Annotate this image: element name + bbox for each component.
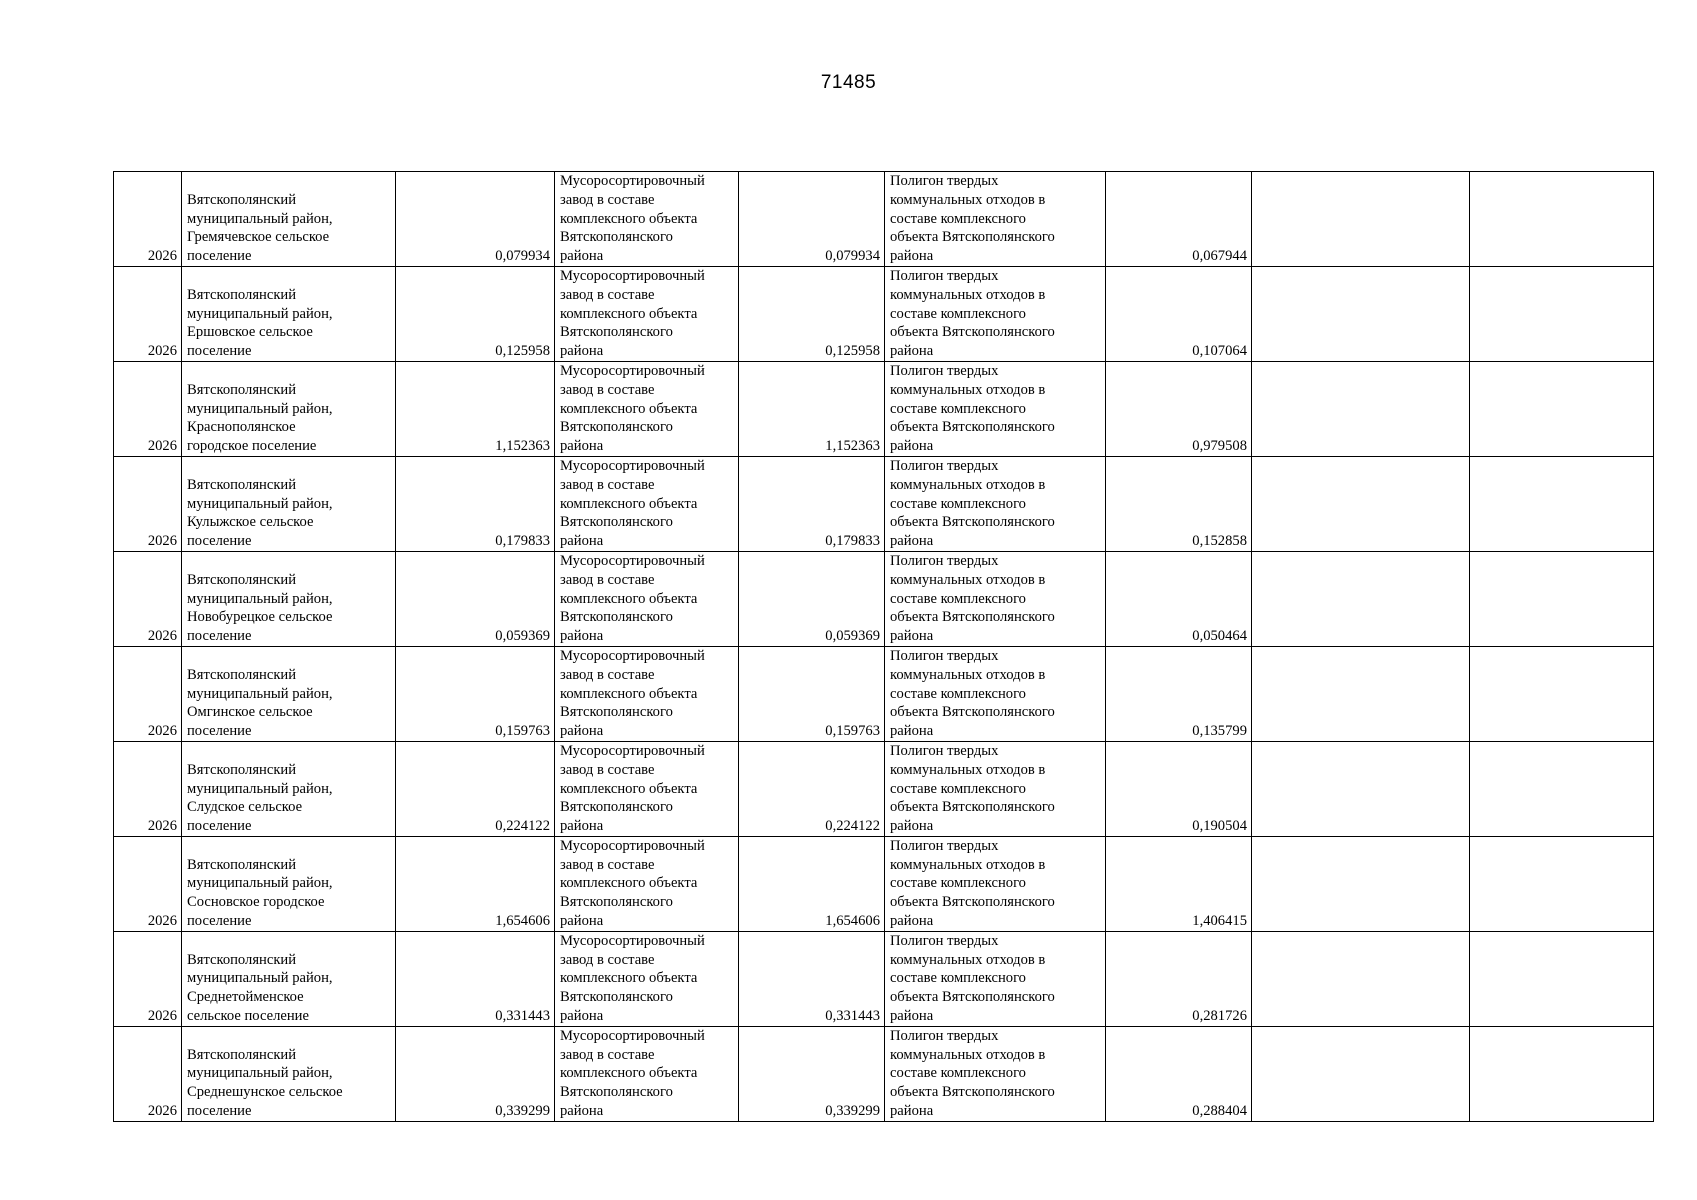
facility-cell-line: завод в составе [560, 666, 655, 683]
facility-cell [885, 741, 1106, 836]
municipality-cell-line: муниципальный район, [187, 780, 333, 797]
facility-cell [885, 456, 1106, 551]
facility-cell-line: составе комплексного [890, 685, 1026, 702]
municipality-cell-line: Вятскополянский [187, 571, 297, 588]
volume-cell: 0,152858 [1106, 456, 1252, 551]
municipality-cell-line: муниципальный район, [187, 210, 333, 227]
volume-cell: 0,059369 [396, 551, 555, 646]
facility-cell-line: комплексного объекта [560, 780, 698, 797]
volume-cell: 1,152363 [739, 361, 885, 456]
municipality-cell-line: муниципальный район, [187, 1065, 333, 1082]
municipality-cell [182, 456, 396, 551]
empty-cell [1470, 266, 1654, 361]
facility-cell-line: завод в составе [560, 381, 655, 398]
facility-cell-line: завод в составе [560, 191, 655, 208]
facility-cell-line: Полигон твердых [890, 552, 999, 569]
facility-cell-line: района [890, 533, 934, 550]
waste-flow-table [113, 171, 1654, 1122]
volume-cell: 0,079934 [396, 172, 555, 267]
facility-cell-line: завод в составе [560, 571, 655, 588]
volume-cell: 0,339299 [739, 1026, 885, 1121]
facility-cell-line: объекта Вятскополянского [890, 324, 1055, 341]
facility-cell-line: района [560, 438, 604, 455]
empty-cell [1252, 836, 1470, 931]
facility-cell-line: района [560, 818, 604, 835]
facility-cell [885, 931, 1106, 1026]
empty-cell [1470, 1026, 1654, 1121]
volume-cell: 0,125958 [739, 266, 885, 361]
volume-cell: 0,224122 [739, 741, 885, 836]
empty-cell [1252, 741, 1470, 836]
facility-cell-line: Мусоросортировочный [560, 457, 705, 474]
facility-cell-line: Полигон твердых [890, 267, 999, 284]
facility-cell-line: объекта Вятскополянского [890, 229, 1055, 246]
facility-cell [885, 266, 1106, 361]
empty-cell [1252, 172, 1470, 267]
facility-cell-line: коммунальных отходов в [890, 666, 1046, 683]
facility-cell-line: района [890, 343, 934, 360]
facility-cell-line: Вятскополянского [560, 1084, 673, 1101]
facility-cell [555, 646, 739, 741]
facility-cell-line: района [560, 248, 604, 265]
facility-cell [555, 266, 739, 361]
facility-cell-line: комплексного объекта [560, 400, 698, 417]
table-row [114, 836, 1654, 931]
facility-cell-line: района [890, 1103, 934, 1120]
facility-cell-line: коммунальных отходов в [890, 1046, 1046, 1063]
year-cell: 2026 [114, 1026, 182, 1121]
municipality-cell-line: Краснополянское [187, 419, 296, 436]
municipality-cell-line: муниципальный район, [187, 875, 333, 892]
empty-cell [1252, 931, 1470, 1026]
year-cell: 2026 [114, 836, 182, 931]
empty-cell [1470, 361, 1654, 456]
volume-cell: 0,339299 [396, 1026, 555, 1121]
municipality-cell-line: сельское поселение [187, 1008, 309, 1025]
facility-cell-line: комплексного объекта [560, 210, 698, 227]
facility-cell [885, 361, 1106, 456]
facility-cell-line: Полигон твердых [890, 457, 999, 474]
empty-cell [1252, 361, 1470, 456]
year-cell: 2026 [114, 361, 182, 456]
facility-cell-line: Полигон твердых [890, 173, 999, 189]
year-cell: 2026 [114, 266, 182, 361]
facility-cell-line: района [560, 628, 604, 645]
volume-cell: 0,059369 [739, 551, 885, 646]
volume-cell: 0,067944 [1106, 172, 1252, 267]
facility-cell-line: Мусоросортировочный [560, 837, 705, 854]
facility-cell-line: завод в составе [560, 286, 655, 303]
facility-cell-line: Мусоросортировочный [560, 173, 705, 189]
table-row [114, 646, 1654, 741]
facility-cell-line: коммунальных отходов в [890, 381, 1046, 398]
facility-cell [885, 1026, 1106, 1121]
empty-cell [1470, 741, 1654, 836]
facility-cell-line: Вятскополянского [560, 514, 673, 531]
municipality-cell [182, 1026, 396, 1121]
empty-cell [1252, 1026, 1470, 1121]
facility-cell-line: района [560, 343, 604, 360]
municipality-cell-line: Гремячевское сельское [187, 229, 330, 246]
facility-cell-line: объекта Вятскополянского [890, 419, 1055, 436]
municipality-cell-line: муниципальный район, [187, 400, 333, 417]
empty-cell [1252, 456, 1470, 551]
municipality-cell [182, 172, 396, 267]
municipality-cell-line: муниципальный район, [187, 970, 333, 987]
facility-cell [885, 172, 1106, 267]
volume-cell: 0,331443 [739, 931, 885, 1026]
facility-cell-line: Вятскополянского [560, 324, 673, 341]
municipality-cell-line: муниципальный район, [187, 495, 333, 512]
empty-cell [1470, 456, 1654, 551]
year-cell: 2026 [114, 551, 182, 646]
facility-cell-line: завод в составе [560, 856, 655, 873]
facility-cell-line: завод в составе [560, 951, 655, 968]
facility-cell [885, 551, 1106, 646]
municipality-cell-line: поселение [187, 343, 252, 360]
table-row [114, 551, 1654, 646]
facility-cell-line: завод в составе [560, 1046, 655, 1063]
facility-cell-line: коммунальных отходов в [890, 856, 1046, 873]
municipality-cell-line: Вятскополянский [187, 476, 297, 493]
facility-cell-line: района [890, 1008, 934, 1025]
municipality-cell-line: муниципальный район, [187, 685, 333, 702]
municipality-cell [182, 551, 396, 646]
facility-cell-line: составе комплексного [890, 495, 1026, 512]
facility-cell-line: района [560, 533, 604, 550]
facility-cell-line: коммунальных отходов в [890, 571, 1046, 588]
municipality-cell-line: муниципальный район, [187, 305, 333, 322]
municipality-cell-line: Омгинское сельское [187, 704, 313, 721]
facility-cell-line: Вятскополянского [560, 989, 673, 1006]
facility-cell [555, 836, 739, 931]
year-cell: 2026 [114, 456, 182, 551]
table-row [114, 361, 1654, 456]
municipality-cell [182, 361, 396, 456]
municipality-cell-line: поселение [187, 1103, 252, 1120]
facility-cell-line: Полигон твердых [890, 1027, 999, 1044]
municipality-cell-line: поселение [187, 248, 252, 265]
facility-cell [555, 1026, 739, 1121]
volume-cell: 0,288404 [1106, 1026, 1252, 1121]
municipality-cell-line: городское поселение [187, 438, 317, 455]
facility-cell-line: составе комплексного [890, 970, 1026, 987]
year-cell: 2026 [114, 931, 182, 1026]
municipality-cell-line: Вятскополянский [187, 286, 297, 303]
volume-cell: 0,079934 [739, 172, 885, 267]
facility-cell-line: района [560, 913, 604, 930]
facility-cell-line: составе комплексного [890, 210, 1026, 227]
facility-cell-line: Мусоросортировочный [560, 267, 705, 284]
municipality-cell-line: Слудское сельское [187, 799, 303, 816]
table-row [114, 931, 1654, 1026]
volume-cell: 0,224122 [396, 741, 555, 836]
municipality-cell-line: Сосновское городское [187, 894, 325, 911]
facility-cell-line: объекта Вятскополянского [890, 1084, 1055, 1101]
facility-cell-line: Полигон твердых [890, 362, 999, 379]
facility-cell-line: района [890, 913, 934, 930]
facility-cell-line: коммунальных отходов в [890, 951, 1046, 968]
volume-cell: 0,107064 [1106, 266, 1252, 361]
volume-cell: 0,979508 [1106, 361, 1252, 456]
empty-cell [1470, 931, 1654, 1026]
facility-cell-line: комплексного объекта [560, 875, 698, 892]
facility-cell-line: завод в составе [560, 476, 655, 493]
facility-cell-line: составе комплексного [890, 780, 1026, 797]
facility-cell-line: Вятскополянского [560, 799, 673, 816]
volume-cell: 0,179833 [739, 456, 885, 551]
municipality-cell-line: поселение [187, 913, 252, 930]
facility-cell-line: района [560, 1103, 604, 1120]
municipality-cell-line: Кулыжское сельское [187, 514, 314, 531]
table-row [114, 172, 1654, 267]
facility-cell-line: Мусоросортировочный [560, 647, 705, 664]
municipality-cell-line: Вятскополянский [187, 856, 297, 873]
facility-cell-line: комплексного объекта [560, 590, 698, 607]
municipality-cell [182, 741, 396, 836]
municipality-cell-line: поселение [187, 723, 252, 740]
empty-cell [1470, 646, 1654, 741]
facility-cell-line: комплексного объекта [560, 305, 698, 322]
facility-cell-line: района [890, 723, 934, 740]
facility-cell-line: составе комплексного [890, 875, 1026, 892]
municipality-cell-line: Вятскополянский [187, 951, 297, 968]
municipality-cell-line: Вятскополянский [187, 191, 297, 208]
facility-cell-line: Вятскополянского [560, 419, 673, 436]
volume-cell: 1,654606 [396, 836, 555, 931]
facility-cell-line: района [890, 628, 934, 645]
volume-cell: 0,331443 [396, 931, 555, 1026]
facility-cell [555, 551, 739, 646]
facility-cell [555, 361, 739, 456]
facility-cell-line: Вятскополянского [560, 894, 673, 911]
facility-cell-line: объекта Вятскополянского [890, 894, 1055, 911]
table-row [114, 266, 1654, 361]
municipality-cell [182, 266, 396, 361]
facility-cell-line: комплексного объекта [560, 1065, 698, 1082]
empty-cell [1470, 172, 1654, 267]
facility-cell-line: Вятскополянского [560, 609, 673, 626]
facility-cell-line: коммунальных отходов в [890, 476, 1046, 493]
facility-cell-line: составе комплексного [890, 400, 1026, 417]
municipality-cell-line: Среднетойменское [187, 989, 304, 1006]
table-row [114, 1026, 1654, 1121]
facility-cell-line: составе комплексного [890, 1065, 1026, 1082]
volume-cell: 0,159763 [396, 646, 555, 741]
facility-cell-line: района [560, 1008, 604, 1025]
municipality-cell-line: Вятскополянский [187, 666, 297, 683]
facility-cell [885, 646, 1106, 741]
facility-cell-line: составе комплексного [890, 305, 1026, 322]
facility-cell-line: Полигон твердых [890, 837, 999, 854]
table-row [114, 741, 1654, 836]
volume-cell: 0,179833 [396, 456, 555, 551]
facility-cell-line: коммунальных отходов в [890, 286, 1046, 303]
municipality-cell-line: Вятскополянский [187, 761, 297, 778]
facility-cell [555, 931, 739, 1026]
municipality-cell-line: Вятскополянский [187, 1046, 297, 1063]
municipality-cell-line: Вятскополянский [187, 381, 297, 398]
municipality-cell-line: муниципальный район, [187, 590, 333, 607]
table-body [114, 172, 1654, 1122]
facility-cell [555, 456, 739, 551]
facility-cell-line: объекта Вятскополянского [890, 514, 1055, 531]
empty-cell [1252, 551, 1470, 646]
facility-cell-line: коммунальных отходов в [890, 191, 1046, 208]
volume-cell: 1,152363 [396, 361, 555, 456]
volume-cell: 0,050464 [1106, 551, 1252, 646]
facility-cell-line: Мусоросортировочный [560, 742, 705, 759]
facility-cell-line: Мусоросортировочный [560, 552, 705, 569]
empty-cell [1470, 551, 1654, 646]
municipality-cell [182, 836, 396, 931]
facility-cell-line: объекта Вятскополянского [890, 704, 1055, 721]
municipality-cell-line: поселение [187, 818, 252, 835]
year-cell: 2026 [114, 646, 182, 741]
volume-cell: 0,135799 [1106, 646, 1252, 741]
facility-cell [885, 836, 1106, 931]
facility-cell-line: района [890, 818, 934, 835]
facility-cell-line: коммунальных отходов в [890, 761, 1046, 778]
facility-cell-line: завод в составе [560, 761, 655, 778]
municipality-cell-line: поселение [187, 533, 252, 550]
year-cell: 2026 [114, 172, 182, 267]
municipality-cell-line: Новобурецкое сельское [187, 609, 333, 626]
facility-cell-line: объекта Вятскополянского [890, 799, 1055, 816]
volume-cell: 1,406415 [1106, 836, 1252, 931]
facility-cell-line: комплексного объекта [560, 970, 698, 987]
volume-cell: 1,654606 [739, 836, 885, 931]
table-row [114, 456, 1654, 551]
municipality-cell [182, 931, 396, 1026]
facility-cell-line: Вятскополянского [560, 229, 673, 246]
facility-cell-line: Мусоросортировочный [560, 1027, 705, 1044]
page-number: 71485 [820, 72, 877, 93]
empty-cell [1252, 646, 1470, 741]
facility-cell-line: района [890, 248, 934, 265]
year-cell: 2026 [114, 741, 182, 836]
facility-cell-line: комплексного объекта [560, 685, 698, 702]
facility-cell-line: Полигон твердых [890, 932, 999, 949]
volume-cell: 0,190504 [1106, 741, 1252, 836]
facility-cell-line: Полигон твердых [890, 742, 999, 759]
facility-cell-line: района [890, 438, 934, 455]
volume-cell: 0,159763 [739, 646, 885, 741]
municipality-cell-line: поселение [187, 628, 252, 645]
facility-cell [555, 172, 739, 267]
facility-cell-line: объекта Вятскополянского [890, 609, 1055, 626]
volume-cell: 0,281726 [1106, 931, 1252, 1026]
facility-cell-line: Мусоросортировочный [560, 362, 705, 379]
facility-cell-line: Полигон твердых [890, 647, 999, 664]
empty-cell [1252, 266, 1470, 361]
municipality-cell [182, 646, 396, 741]
facility-cell-line: Мусоросортировочный [560, 932, 705, 949]
facility-cell-line: района [560, 723, 604, 740]
facility-cell-line: составе комплексного [890, 590, 1026, 607]
volume-cell: 0,125958 [396, 266, 555, 361]
facility-cell-line: Вятскополянского [560, 704, 673, 721]
facility-cell-line: комплексного объекта [560, 495, 698, 512]
facility-cell [555, 741, 739, 836]
empty-cell [1470, 836, 1654, 931]
facility-cell-line: объекта Вятскополянского [890, 989, 1055, 1006]
municipality-cell-line: Ершовское сельское [187, 324, 313, 341]
municipality-cell-line: Среднешунское сельское [187, 1084, 343, 1101]
